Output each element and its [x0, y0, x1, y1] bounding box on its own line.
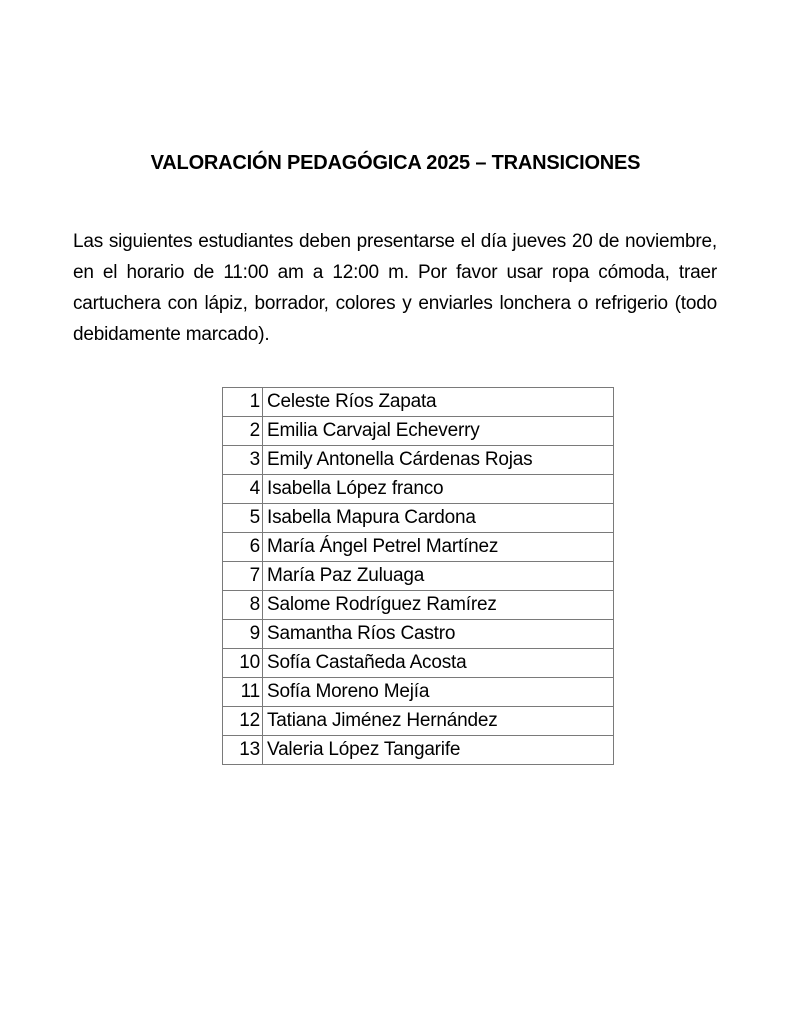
row-number: 2	[223, 417, 263, 446]
row-number: 8	[223, 591, 263, 620]
table-row	[223, 504, 614, 533]
table-row	[223, 562, 614, 591]
table-row	[223, 475, 614, 504]
table-row	[223, 620, 614, 649]
student-name: Valeria López Tangarife	[263, 736, 614, 765]
students-table	[222, 387, 614, 765]
student-name: Sofía Moreno Mejía	[263, 678, 614, 707]
row-number: 13	[223, 736, 263, 765]
table-row	[223, 649, 614, 678]
row-number: 9	[223, 620, 263, 649]
student-name: Tatiana Jiménez Hernández	[263, 707, 614, 736]
student-name: Emily Antonella Cárdenas Rojas	[263, 446, 614, 475]
row-number: 10	[223, 649, 263, 678]
table-row	[223, 707, 614, 736]
table-row	[223, 678, 614, 707]
intro-paragraph: Las siguientes estudiantes deben presentarse el día jueves 20 de noviembre, en el horario de 11:00 am a 12:00 m. Por favor usar ropa cómoda, traer cartuchera con lápiz, borrador, colores y enviarles lonchera o refrigerio (todo debidamente marcado).	[73, 231, 717, 345]
row-number: 6	[223, 533, 263, 562]
student-name: Isabella Mapura Cardona	[263, 504, 614, 533]
row-number: 11	[223, 678, 263, 707]
row-number: 4	[223, 475, 263, 504]
student-name: Isabella López franco	[263, 475, 614, 504]
table-row	[223, 533, 614, 562]
row-number: 5	[223, 504, 263, 533]
student-name: Celeste Ríos Zapata	[263, 388, 614, 417]
table-row	[223, 417, 614, 446]
table-row	[223, 591, 614, 620]
table-row	[223, 446, 614, 475]
student-name: Samantha Ríos Castro	[263, 620, 614, 649]
table-row	[223, 736, 614, 765]
student-name: María Paz Zuluaga	[263, 562, 614, 591]
table-row	[223, 388, 614, 417]
student-name: Salome Rodríguez Ramírez	[263, 591, 614, 620]
student-name: María Ángel Petrel Martínez	[263, 533, 614, 562]
row-number: 12	[223, 707, 263, 736]
row-number: 7	[223, 562, 263, 591]
document-title: VALORACIÓN PEDAGÓGICA 2025 – TRANSICIONES	[150, 152, 641, 174]
row-number: 1	[223, 388, 263, 417]
student-name: Emilia Carvajal Echeverry	[263, 417, 614, 446]
row-number: 3	[223, 446, 263, 475]
student-name: Sofía Castañeda Acosta	[263, 649, 614, 678]
